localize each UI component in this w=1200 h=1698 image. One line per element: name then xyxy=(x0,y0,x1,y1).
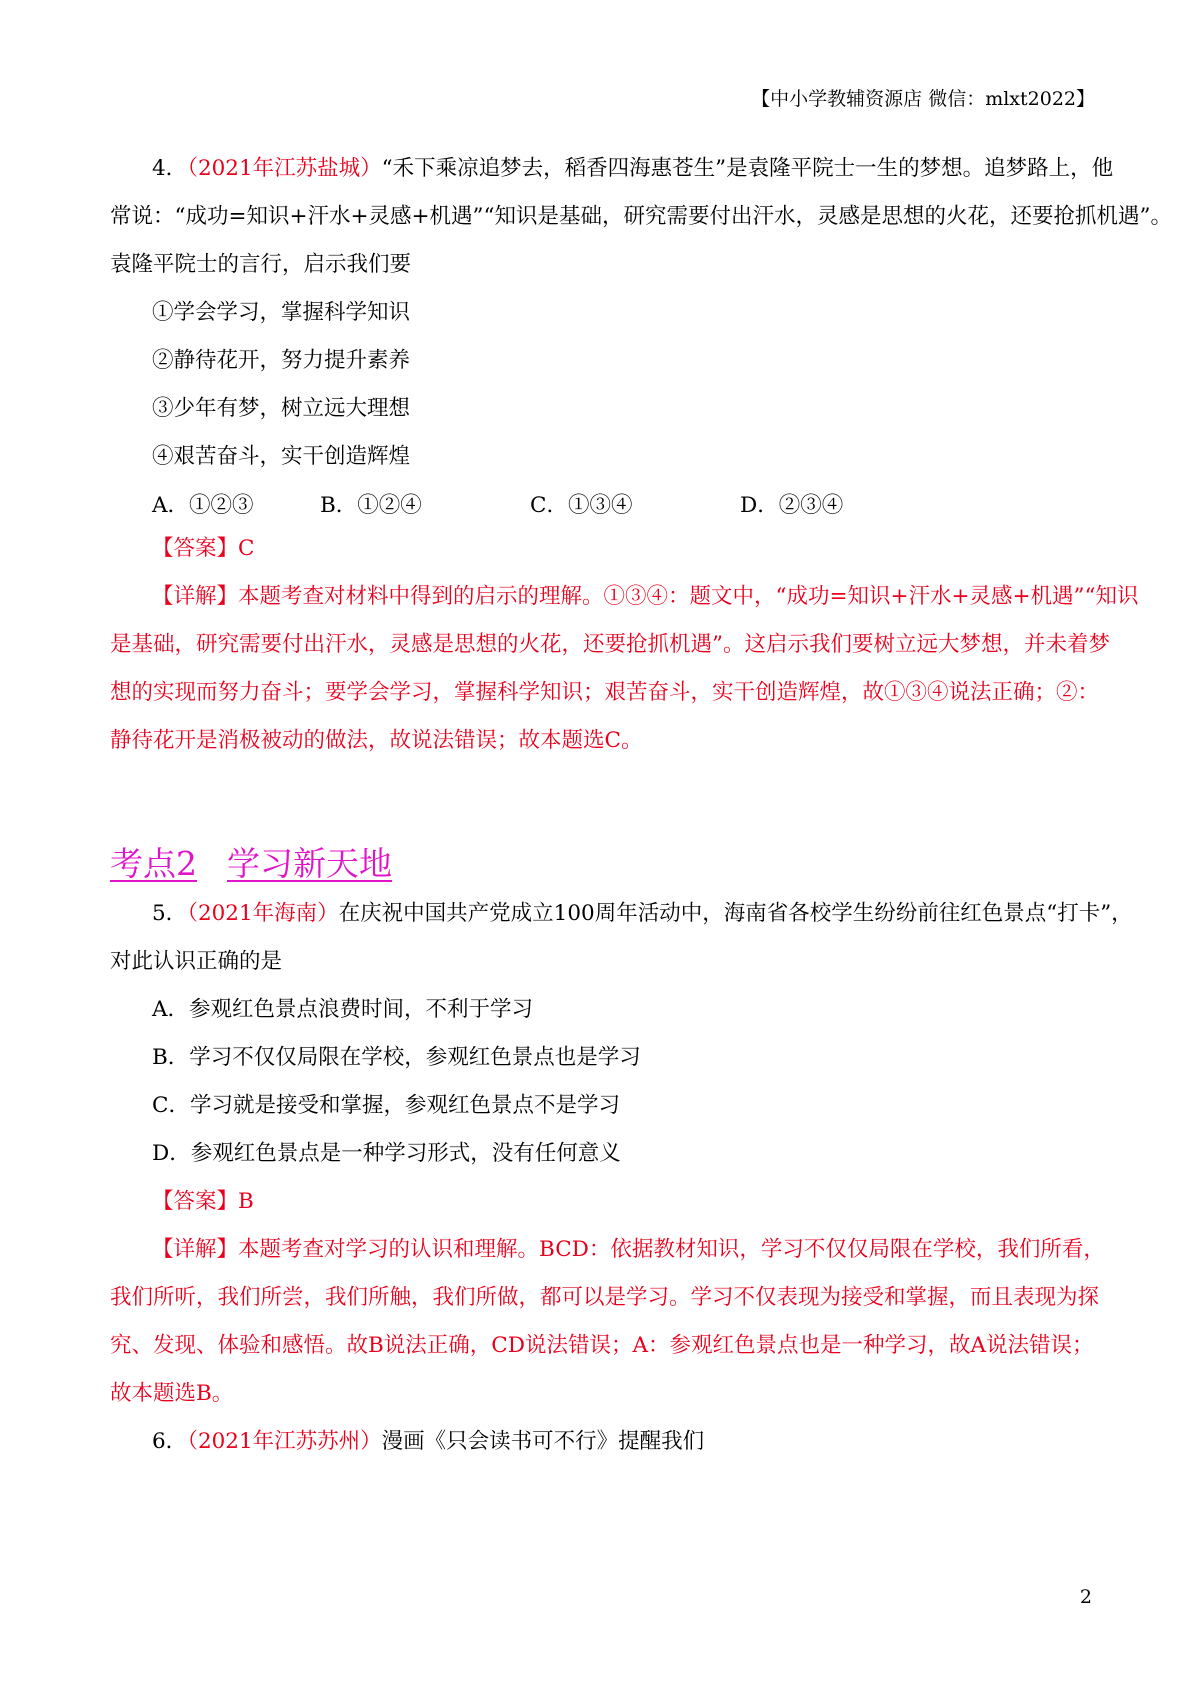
q4-line-1 xyxy=(152,158,1113,180)
q6-line-1 xyxy=(152,1431,704,1453)
q4-item-3: ③少年有梦，树立远大理想 xyxy=(152,396,411,421)
q5-detail-4: 故本题选B。 xyxy=(110,1381,234,1406)
q5-detail-2: 我们所听，我们所尝，我们所触，我们所做，都可以是学习。学习不仅表现为接受和掌握，而且表现为探 xyxy=(110,1285,1100,1310)
q6-number: 6． xyxy=(152,1429,188,1454)
q4-source: （2021年江苏盐城） xyxy=(187,156,382,181)
q5-option-d: D．参观红色景点是一种学习形式，没有任何意义 xyxy=(152,1141,621,1166)
page-header: 【中小学教辅资源店 微信：mlxt2022】 xyxy=(751,88,1095,110)
q4-option-c: C．①③④ xyxy=(530,493,633,518)
q5-stem-1: 在庆祝中国共产党成立100周年活动中，海南省各校学生纷纷前往红色景点“打卡”， xyxy=(338,901,1133,926)
q4-option-a: A．①②③ xyxy=(152,493,254,518)
q5-line-1 xyxy=(152,903,1133,925)
q4-options xyxy=(152,488,1052,518)
q4-option-b: B．①②④ xyxy=(320,493,422,518)
q5-line-2: 对此认识正确的是 xyxy=(110,949,283,974)
q4-item-1: ①学会学习，掌握科学知识 xyxy=(152,300,411,325)
q4-detail-3: 想的实现而努力奋斗；要学会学习，掌握科学知识；艰苦奋斗，实干创造辉煌，故①③④说法正确；②： xyxy=(110,680,1100,705)
q4-detail-2: 是基础，研究需要付出汗水，灵感是思想的火花，还要抢抓机遇”。这启示我们要树立远大梦想，并未着梦 xyxy=(110,632,1110,657)
q6-source: （2021年江苏苏州） xyxy=(187,1429,382,1454)
q5-answer: 【答案】B xyxy=(152,1189,254,1214)
q5-detail-1: 【详解】本题考查对学习的认识和理解。BCD：依据教材知识，学习不仅仅局限在学校，我们所看， xyxy=(152,1237,1105,1262)
q4-number: 4． xyxy=(152,156,188,181)
q4-item-2: ②静待花开，努力提升素养 xyxy=(152,348,411,373)
q4-stem-1: “禾下乘凉追梦去，稻香四海惠苍生”是袁隆平院士一生的梦想。追梦路上，他 xyxy=(381,156,1114,181)
q4-detail-1: 【详解】本题考查对材料中得到的启示的理解。①③④：题文中，“成功=知识+汗水+灵感+机遇”“知识 xyxy=(152,584,1139,609)
section-label: 考点2 xyxy=(110,844,197,883)
q4-option-d: D．②③④ xyxy=(740,493,844,518)
q5-option-b: B．学习不仅仅局限在学校，参观红色景点也是学习 xyxy=(152,1045,641,1070)
q4-item-4: ④艰苦奋斗，实干创造辉煌 xyxy=(152,444,411,469)
page-number: 2 xyxy=(1079,1586,1092,1608)
section-title: 学习新天地 xyxy=(227,844,392,883)
q5-option-a: A．参观红色景点浪费时间，不利于学习 xyxy=(152,997,534,1022)
q5-source: （2021年海南） xyxy=(187,901,339,926)
q5-number: 5． xyxy=(152,901,188,926)
q5-detail-3: 究、发现、体验和感悟。故B说法正确，CD说法错误；A：参观红色景点也是一种学习，故A说法错误； xyxy=(110,1333,1094,1358)
section-heading xyxy=(110,838,392,885)
q6-stem-1: 漫画《只会读书可不行》提醒我们 xyxy=(381,1429,705,1454)
q4-line-3: 袁隆平院士的言行，启示我们要 xyxy=(110,252,412,277)
q5-option-c: C．学习就是接受和掌握，参观红色景点不是学习 xyxy=(152,1093,620,1118)
q4-line-2: 常说：“成功=知识+汗水+灵感+机遇”“知识是基础，研究需要付出汗水，灵感是思想的火花，还要抢抓机遇”。 xyxy=(110,204,1173,229)
q4-detail-4: 静待花开是消极被动的做法，故说法错误；故本题选C。 xyxy=(110,728,643,753)
q4-answer: 【答案】C xyxy=(152,536,255,561)
